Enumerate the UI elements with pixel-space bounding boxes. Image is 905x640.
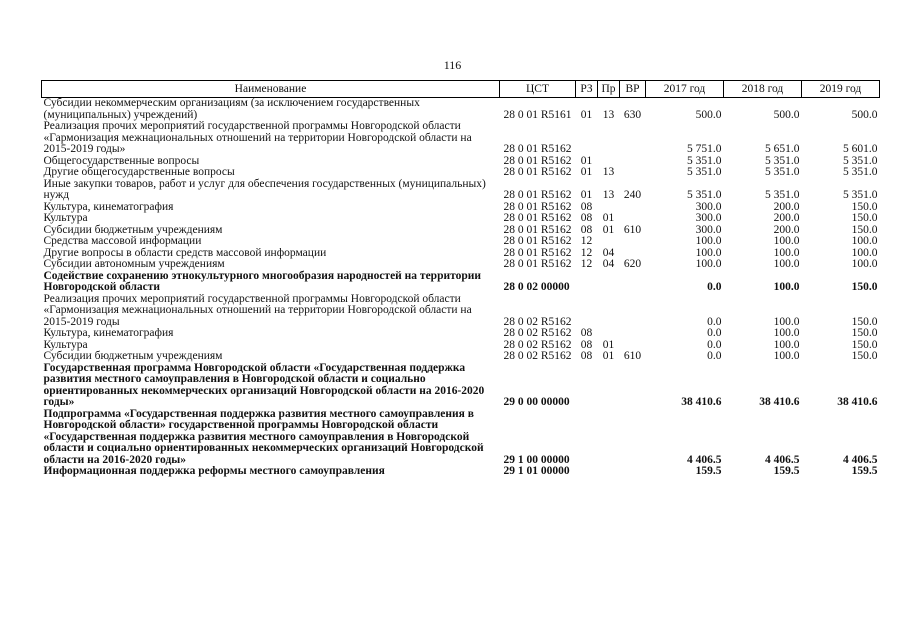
row-name: Содействие сохранению этнокультурного многообразия народностей на территории Новгородской области [43,269,481,293]
row-rz: 08 [580,223,593,236]
row-2019: 5 351.0 [843,154,878,167]
row-vr [620,167,646,179]
row-2017: 300.0 [695,212,722,224]
row-cst: 28 0 01 R5162 [503,189,572,201]
row-name: Другие вопросы в области средств массовой информации [43,246,327,259]
header-rz: РЗ [576,81,598,98]
row-name: Государственная программа Новгородской области «Государственная поддержка развития местного самоуправления в Новгородской области и социально ориентированных некоммерческих организаций Новгородской области на 2016-2020 годы» [43,361,485,408]
row-rz: 08 [580,327,593,339]
row-vr: 620 [623,258,642,270]
table-row [42,328,880,340]
row-cst: 28 0 01 R5162 [503,143,572,155]
row-2018: 38 410.6 [759,396,800,408]
row-name: Иные закупки товаров, работ и услуг для обеспечения государственных (муниципальных) нужд [43,177,486,201]
table-row [42,121,880,156]
table-row [42,409,880,467]
header-2017: 2017 год [646,81,724,98]
row-rz [576,363,598,409]
row-vr: 630 [623,108,642,121]
row-rz: 12 [580,246,593,259]
row-pr [598,363,620,409]
row-rz [576,121,598,156]
header-2018: 2018 год [724,81,802,98]
row-pr: 01 [602,223,615,236]
row-cst: 28 0 01 R5162 [503,235,572,247]
row-2018: 4 406.5 [765,453,800,466]
row-2017: 0.0 [707,350,722,362]
row-2019: 150.0 [851,327,878,339]
row-vr: 610 [623,223,642,236]
row-cst: 29 1 00 00000 [503,453,570,466]
page-number: 116 [443,58,462,72]
row-name: Реализация прочих мероприятий государственной программы Новгородской области «Гармонизация межнациональных отношений на территории Новгородской области на 2015-2019 годы» [43,120,472,155]
row-cst: 28 0 01 R5162 [503,246,572,259]
row-pr: 13 [602,108,615,121]
row-cst: 28 0 01 R5162 [503,212,572,224]
row-2019: 500.0 [851,108,878,121]
table-row [42,179,880,202]
row-rz [576,466,598,478]
row-name: Культура, кинематография [43,200,174,213]
row-vr [620,202,646,214]
row-2018: 200.0 [773,212,800,224]
row-2018: 100.0 [773,327,800,339]
row-vr [620,328,646,340]
row-pr [598,236,620,248]
row-cst: 29 1 01 00000 [503,465,570,477]
row-2017: 4 406.5 [687,453,722,466]
row-cst: 28 0 02 R5162 [503,338,572,351]
table-row [42,466,880,478]
row-2019: 5 351.0 [843,189,878,201]
row-2018: 100.0 [773,246,800,259]
row-pr: 13 [602,189,615,201]
row-cst: 28 0 02 00000 [503,281,570,293]
row-name: Другие общегосударственные вопросы [43,166,235,178]
row-2017: 0.0 [707,327,722,339]
row-2017: 38 410.6 [681,396,722,408]
table-body [42,98,880,478]
row-2018: 100.0 [773,315,800,328]
row-pr [598,121,620,156]
row-cst: 28 0 01 R5162 [503,166,572,178]
row-2017: 0.0 [707,338,722,351]
row-rz: 08 [580,200,593,213]
row-2017: 300.0 [695,223,722,236]
row-rz: 01 [580,166,593,178]
row-2017: 0.0 [707,315,722,328]
row-2018: 100.0 [773,338,800,351]
row-pr [598,466,620,478]
table-row [42,213,880,225]
row-name: Культура, кинематография [43,327,174,339]
row-name: Общегосударственные вопросы [43,154,200,167]
row-vr [620,271,646,294]
row-vr [620,236,646,248]
row-rz: 01 [580,154,593,167]
row-2017: 300.0 [695,200,722,213]
row-2017: 5 351.0 [687,154,722,167]
row-rz: 12 [580,258,593,270]
row-2018: 5 351.0 [765,189,800,201]
row-2017: 5 351.0 [687,166,722,178]
row-2019: 150.0 [851,350,878,362]
row-2017: 0.0 [707,281,722,293]
header-pr: Пр [598,81,620,98]
row-2018: 5 651.0 [765,143,800,155]
header-cst: ЦСТ [500,81,576,98]
row-2017: 100.0 [695,258,722,270]
row-pr [598,328,620,340]
row-2017: 5 351.0 [687,189,722,201]
row-2019: 4 406.5 [843,453,878,466]
row-name: Культура [43,338,88,351]
row-2019: 100.0 [851,235,878,247]
row-rz: 08 [580,212,593,224]
row-pr [598,409,620,467]
row-vr [620,121,646,156]
row-2018: 100.0 [773,235,800,247]
row-pr: 01 [602,350,615,362]
row-rz [576,294,598,329]
table-header-row [42,81,880,98]
table-row [42,271,880,294]
row-name: Средства массовой информации [43,235,202,247]
row-rz [576,409,598,467]
row-rz: 08 [580,338,593,351]
row-2019: 159.5 [851,465,878,477]
row-2019: 150.0 [851,281,878,293]
row-name: Субсидии автономным учреждениям [43,258,225,270]
row-2019: 150.0 [851,338,878,351]
table-row [42,351,880,363]
row-2018: 200.0 [773,223,800,236]
table-row [42,259,880,271]
row-2019: 150.0 [851,200,878,213]
row-cst: 28 0 02 R5162 [503,315,572,328]
row-2019: 5 601.0 [843,143,878,155]
row-2018: 5 351.0 [765,154,800,167]
row-2019: 150.0 [851,315,878,328]
row-rz: 01 [580,189,593,201]
row-name: Субсидии бюджетным учреждениям [43,350,223,362]
row-vr [620,466,646,478]
row-vr [620,363,646,409]
row-rz: 08 [580,350,593,362]
row-2017: 500.0 [695,108,722,121]
row-vr [620,294,646,329]
row-cst: 28 0 01 R5161 [503,108,572,121]
row-pr: 01 [602,212,615,224]
row-name: Подпрограмма «Государственная поддержка развития местного самоуправления в Новгородской области» государственной программы Новгородской области «Государственная поддержка развития местного самоуправления в Новгородской области и социально ориентированных некоммерческих организаций Новгородской области на 2016-2020 годы» [43,407,484,466]
table-row [42,202,880,214]
row-2018: 500.0 [773,108,800,121]
row-name: Субсидии бюджетным учреждениям [43,223,223,236]
row-cst: 28 0 01 R5162 [503,154,572,167]
table-row [42,363,880,409]
row-2017: 100.0 [695,235,722,247]
table-row [42,98,880,122]
row-2019: 5 351.0 [843,166,878,178]
row-pr: 01 [602,338,615,351]
row-pr: 13 [602,166,615,178]
row-2018: 100.0 [773,281,800,293]
row-name: Культура [43,212,88,224]
row-vr [620,156,646,168]
row-2019: 38 410.6 [837,396,878,408]
row-cst: 28 0 01 R5162 [503,223,572,236]
row-2018: 159.5 [773,465,800,477]
row-2019: 100.0 [851,246,878,259]
row-name: Информационная поддержка реформы местного самоуправления [43,465,385,477]
row-cst: 28 0 02 R5162 [503,327,572,339]
row-cst: 29 0 00 00000 [503,396,570,408]
header-vr: ВР [620,81,646,98]
row-2019: 150.0 [851,223,878,236]
row-rz [576,271,598,294]
row-rz: 12 [580,235,593,247]
row-2018: 5 351.0 [765,166,800,178]
row-pr [598,271,620,294]
header-name: Наименование [42,81,500,98]
row-2017: 100.0 [695,246,722,259]
row-2019: 150.0 [851,212,878,224]
row-vr: 240 [623,189,642,201]
row-2019: 100.0 [851,258,878,270]
row-rz: 01 [580,108,593,121]
table-row [42,236,880,248]
row-pr [598,294,620,329]
row-2018: 100.0 [773,258,800,270]
row-cst: 28 0 01 R5162 [503,200,572,213]
row-pr: 04 [602,258,615,270]
table-row [42,294,880,329]
row-name: Реализация прочих мероприятий государственной программы Новгородской области «Гармонизация межнациональных отношений на территории Новгородской области на 2015-2019 годы [43,292,472,328]
header-2019: 2019 год [802,81,880,98]
row-2017: 159.5 [695,465,722,477]
table-row [42,167,880,179]
row-2018: 200.0 [773,200,800,213]
row-vr: 610 [623,350,642,362]
row-vr [620,213,646,225]
row-2018: 100.0 [773,350,800,362]
row-cst: 28 0 01 R5162 [503,258,572,270]
row-vr [620,409,646,467]
row-pr: 04 [602,246,615,259]
row-2017: 5 751.0 [687,143,722,155]
row-cst: 28 0 02 R5162 [503,350,572,362]
budget-table [41,80,880,478]
row-name: Субсидии некоммерческим организациям (за исключением государственных (муниципальных) учреждений) [43,97,420,121]
